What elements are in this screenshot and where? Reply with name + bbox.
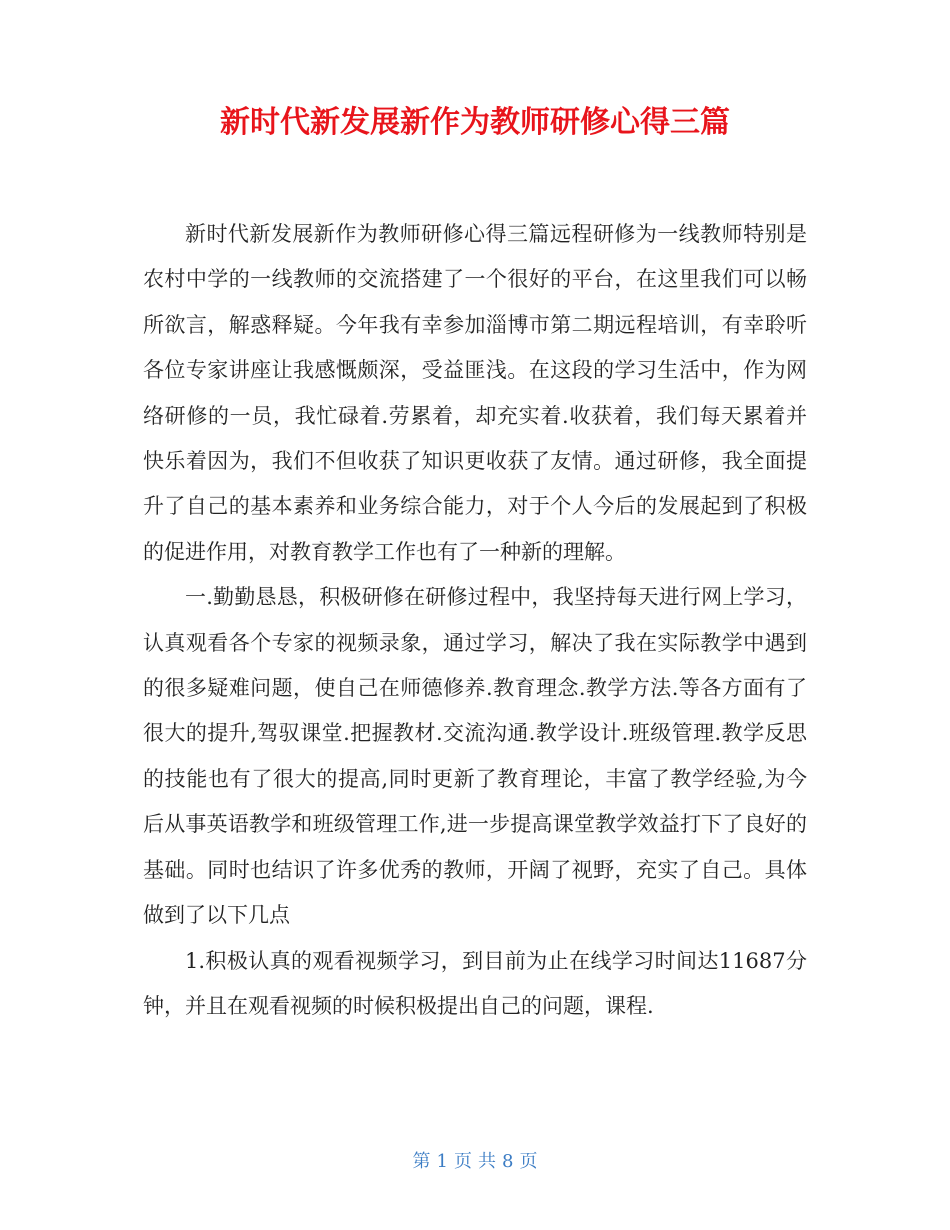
footer-label-prefix: 第 [412,1151,431,1172]
paragraph-section-one: 一.勤勤恳恳，积极研修在研修过程中，我坚持每天进行网上学习，认真观看各个专家的视频录象，通过学习，解决了我在实际教学中遇到的很多疑难问题，使自己在师德修养.教育理念.教学方法.等各方面有了很大的提升,驾驭课堂.把握教材.交流沟通.教学设计.班级管理.教学反思的技能也有了很大的提高,同时更新了教育理论，丰富了教学经验,为今后从事英语教学和班级管理工作,进一步提高课堂教学效益打下了良好的基础。同时也结识了许多优秀的教师，开阔了视野，充实了自己。具体做到了以下几点 [143,585,807,928]
footer-label-total: 共 [478,1151,496,1172]
document-title: 新时代新发展新作为教师研修心得三篇 [220,105,730,140]
footer-total-pages: 8 [502,1151,514,1172]
footer-label-page: 页 [454,1151,472,1172]
footer-label-suffix: 页 [519,1151,538,1172]
footer-current-page: 1 [436,1151,448,1172]
paragraph-point-one: 1.积极认真的观看视频学习，到目前为止在线学习时间达11687分钟，并且在观看视频的时候积极提出自己的问题，课程. [143,948,807,1018]
page-number-footer [0,1150,950,1174]
paragraph-intro: 新时代新发展新作为教师研修心得三篇远程研修为一线教师特别是农村中学的一线教师的交流搭建了一个很好的平台，在这里我们可以畅所欲言，解惑释疑。今年我有幸参加淄博市第二期远程培训，有幸聆听各位专家讲座让我感慨颇深，受益匪浅。在这段的学习生活中，作为网络研修的一员，我忙碌着.劳累着，却充实着.收获着，我们每天累着并快乐着因为，我们不但收获了知识更收获了友情。通过研修，我全面提升了自己的基本素养和业务综合能力，对于个人今后的发展起到了积极的促进作用，对教育教学工作也有了一种新的理解。 [143,222,807,564]
document-body [143,212,807,1029]
